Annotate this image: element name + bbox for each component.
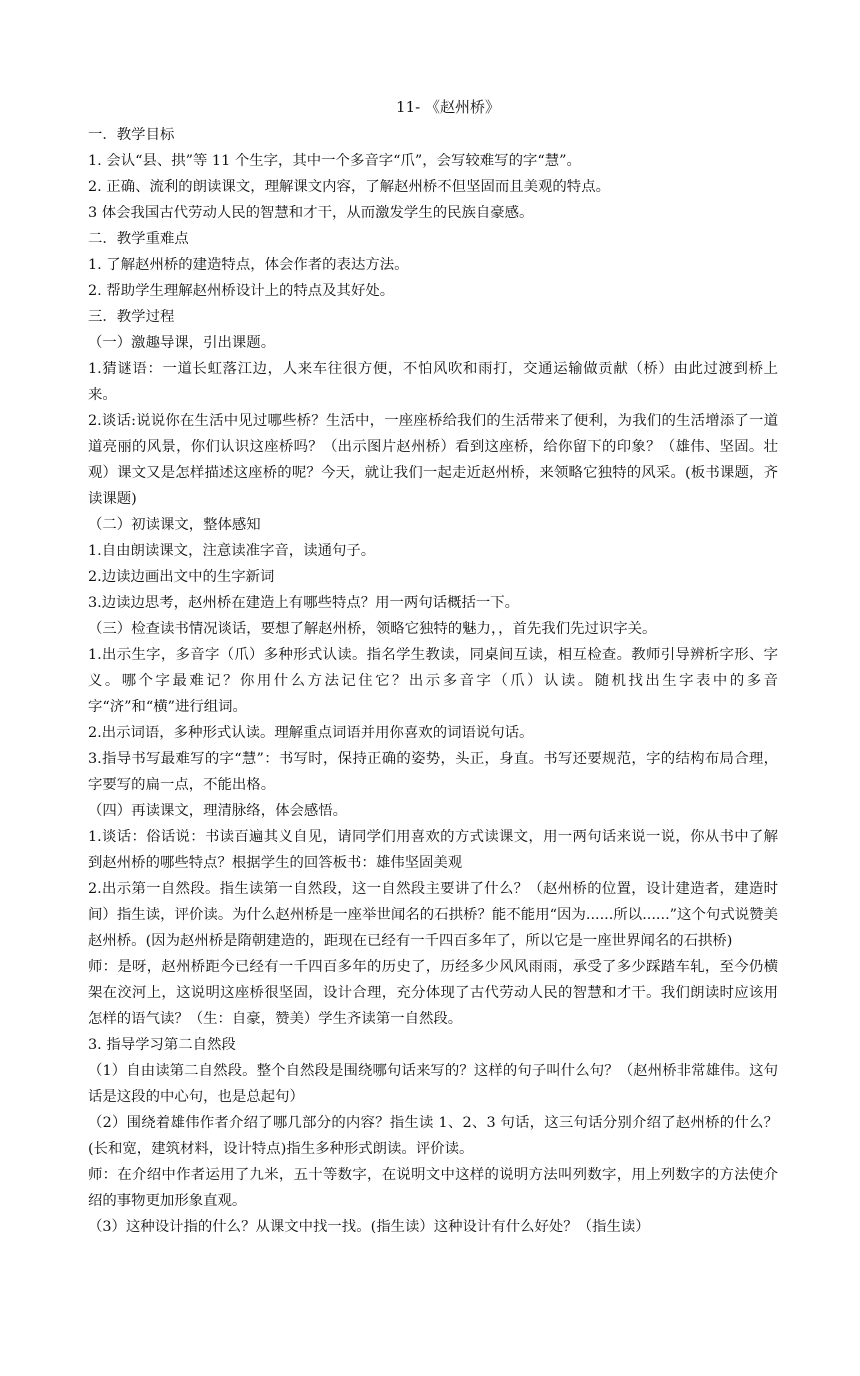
paragraph-teacher-2: 师：在介绍中作者运用了九米，五十等数字，在说明文中这样的说明方法叫列数字，用上列数字的方法使介绍的事物更加形象直观。 bbox=[88, 1167, 778, 1209]
subsection-heading-1: （一）激趣导课，引出课题。 bbox=[88, 335, 276, 351]
section-heading-key-points: 二．教学重难点 bbox=[88, 231, 189, 247]
paragraph-words: 2.出示词语，多种形式认读。理解重点词语并用你喜欢的词语说句话。 bbox=[88, 725, 534, 741]
paragraph-riddle: 1.猜谜语：一道长虹落江边，人来车往很方便，不怕风吹和雨打，交通运输做贡献（桥）由此过渡到桥上来。 bbox=[88, 361, 778, 403]
reading-step-1: 1.自由朗读课文，注意读准字音，读通句子。 bbox=[88, 543, 376, 559]
objective-item-2: 2. 正确、流利的朗读课文，理解课文内容，了解赵州桥不但坚固而且美观的特点。 bbox=[88, 179, 610, 195]
section-heading-process: 三．教学过程 bbox=[88, 309, 175, 325]
paragraph-features: 1.谈话：俗话说：书读百遍其义自见，请同学们用喜欢的方式读课文，用一两句话来说一说，你从书中了解到赵州桥的哪些特点？根据学生的回答板书：雄伟坚固美观 bbox=[88, 829, 778, 871]
document-title: 11- 《赵州桥》 bbox=[396, 98, 500, 116]
paragraph-first-section: 2.出示第一自然段。指生读第一自然段，这一自然段主要讲了什么？（赵州桥的位置，设计建造者，建造时间）指生读，评价读。为什么赵州桥是一座举世闻名的石拱桥？能不能用“因为......所以......”这个句式说赞美赵州桥。(因为赵州桥是隋朝建造的，距现在已经有一千四百多年了，所以它是一座世界闻名的石拱桥) bbox=[88, 881, 778, 949]
paragraph-writing: 3.指导书写最难写的字“慧”：书写时，保持正确的姿势，头正，身直。书写还要规范，字的结构布局合理，字要写的扁一点，不能出格。 bbox=[88, 751, 778, 793]
paragraph-second-section-2: （2）围绕着雄伟作者介绍了哪几部分的内容？指生读 1、2、3 句话，这三句话分别介绍了赵州桥的什么？(长和宽，建筑材料，设计特点)指生多种形式朗读。评价读。 bbox=[88, 1115, 778, 1157]
paragraph-characters: 1.出示生字，多音字（爪）多种形式认读。指名学生教读，同桌间互读，相互检查。教师引导辨析字形、字义。哪个字最难记？你用什么方法记住它？出示多音字（爪）认读。随机找出生字表中的多音字“济”和“横”进行组词。 bbox=[88, 647, 778, 715]
objective-item-3: 3 体会我国古代劳动人民的智慧和才干，从而激发学生的民族自豪感。 bbox=[88, 205, 534, 221]
objective-item-1: 1. 会认“县、拱”等 11 个生字，其中一个多音字“爪”，会写较难写的字“慧”。 bbox=[88, 153, 581, 169]
key-point-item-1: 1. 了解赵州桥的建造特点，体会作者的表达方法。 bbox=[88, 257, 409, 273]
paragraph-second-section-1: （1）自由读第二自然段。整个自然段是围绕哪句话来写的？这样的句子叫什么句？（赵州桥非常雄伟。这句话是这段的中心句，也是总起句） bbox=[88, 1063, 778, 1105]
subsection-heading-2: （二）初读课文，整体感知 bbox=[88, 517, 261, 533]
reading-step-3: 3.边读边思考，赵州桥在建造上有哪些特点？用一两句话概括一下。 bbox=[88, 595, 520, 611]
paragraph-talk: 2.谈话:说说你在生活中见过哪些桥？生活中，一座座桥给我们的生活带来了便利，为我们的生活增添了一道道亮丽的风景，你们认识这座桥吗？（出示图片赵州桥）看到这座桥，给你留下的印象？（雄伟、坚固。壮观）课文又是怎样描述这座桥的呢？今天，就让我们一起走近赵州桥，来领略它独特的风采。(板书课题，齐读课题) bbox=[88, 413, 778, 507]
paragraph-second-section-3: （3）这种设计指的什么？从课文中找一找。(指生读）这种设计有什么好处？（指生读） bbox=[88, 1219, 650, 1235]
section-heading-objectives: 一．教学目标 bbox=[88, 127, 175, 143]
subsection-heading-4: （四）再读课文，理清脉络，体会感悟。 bbox=[88, 803, 348, 819]
document-page bbox=[88, 96, 778, 1240]
key-point-item-2: 2. 帮助学生理解赵州桥设计上的特点及其好处。 bbox=[88, 283, 395, 299]
subsection-heading-3: （三）检查读书情况谈话，要想了解赵州桥，领略它独特的魅力，，首先我们先过识字关。 bbox=[88, 621, 657, 637]
reading-step-2: 2.边读边画出文中的生字新词 bbox=[88, 569, 275, 585]
step-heading-second-section: 3. 指导学习第二自然段 bbox=[88, 1037, 236, 1053]
paragraph-teacher-1: 师：是呀，赵州桥距今已经有一千四百多年的历史了，历经多少风风雨雨，承受了多少踩踏车轧，至今仍横架在洨河上，这说明这座桥很坚固，设计合理，充分体现了古代劳动人民的智慧和才干。我们朗读时应该用怎样的语气读？（生：自豪，赞美）学生齐读第一自然段。 bbox=[88, 959, 778, 1027]
